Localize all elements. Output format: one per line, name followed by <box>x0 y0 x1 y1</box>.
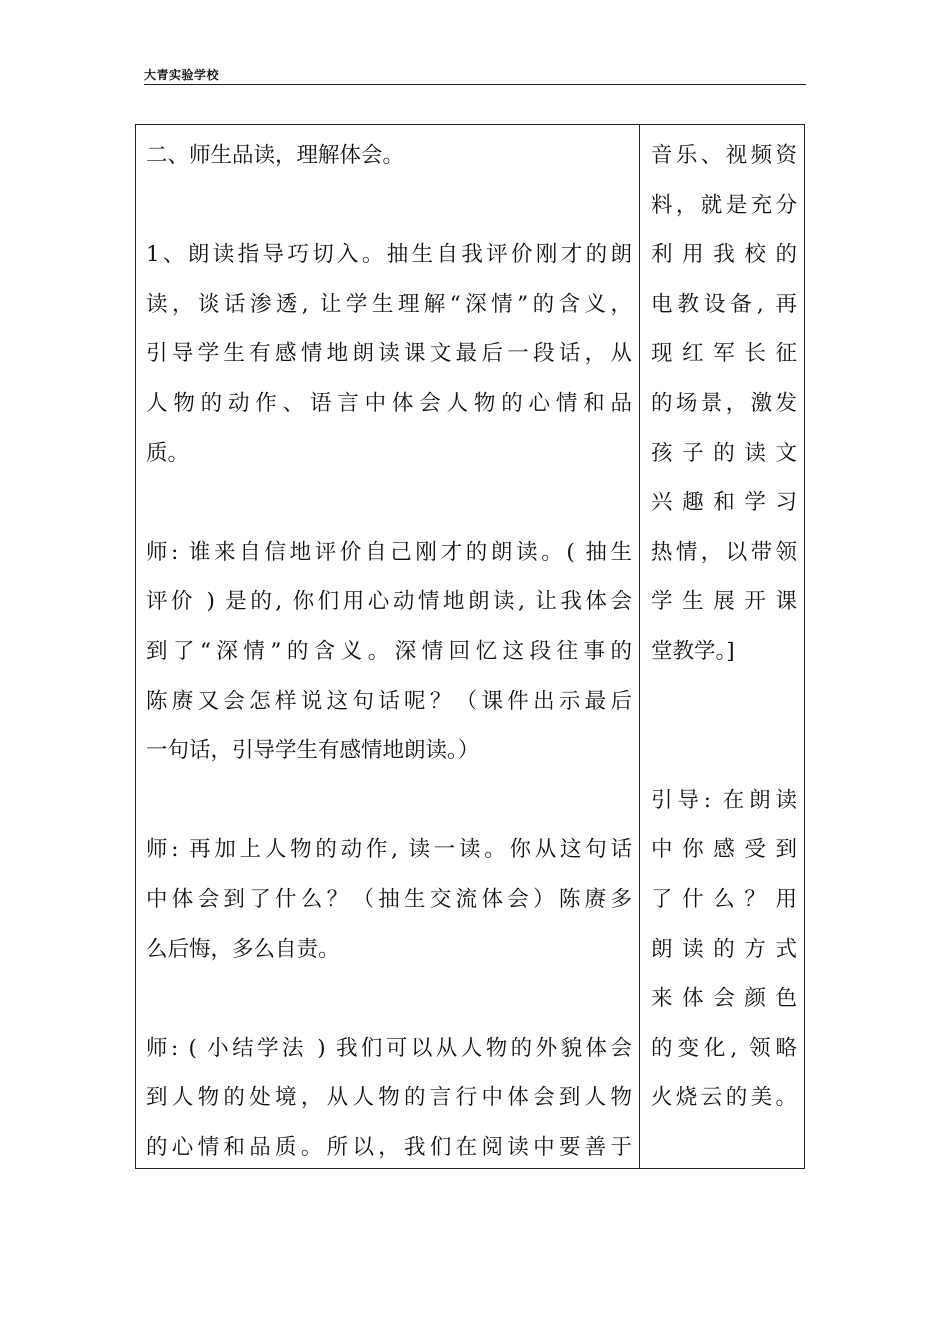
section-heading: 二、师生品读，理解体会。 <box>146 143 405 168</box>
paragraph-line: 么后悔，多么自责。 <box>146 936 340 962</box>
note-line: 中你感受到 <box>651 837 797 863</box>
note-line: 引导: 在朗读 <box>651 787 797 813</box>
note-line: 热情，以带领 <box>651 539 797 565</box>
paragraph-line: 质。 <box>146 440 190 466</box>
column-divider <box>639 125 640 1168</box>
paragraph-line: 评价 ) 是的, 你们用心动情地朗读, 让我体会 <box>146 589 632 615</box>
note-line: 现红军长征 <box>651 341 797 367</box>
paragraph-line: 师: ( 小结学法 ) 我们可以从人物的外貌体会 <box>146 1035 632 1061</box>
paragraph-line: 到了“深情”的含义。深情回忆这段往事的 <box>146 638 632 664</box>
paragraph-line: 中体会到了什么？（抽生交流体会）陈赓多 <box>146 886 632 912</box>
paragraph-line: 一句话，引导学生有感情地朗读。） <box>146 738 480 764</box>
teaching-process-column <box>146 131 632 1172</box>
note-line: 的场景，激发 <box>651 390 797 416</box>
paragraph-line: 读，谈话渗透, 让学生理解“深情”的含义， <box>146 291 632 317</box>
note-line: 兴趣和学习 <box>651 490 797 516</box>
paragraph-line: 的心情和品质。所以，我们在阅读中要善于 <box>146 1134 632 1160</box>
note-line: 电教设备, 再 <box>651 291 797 317</box>
paragraph-line: 到人物的处境，从人物的言行中体会到人物 <box>146 1085 632 1111</box>
paragraph-line: 陈赓又会怎样说这句话呢？（课件出示最后 <box>146 688 632 714</box>
design-intent-column <box>651 131 797 1123</box>
note-line: 的变化, 领略 <box>651 1035 797 1061</box>
page-header <box>144 62 806 85</box>
paragraph-line: 人物的动作、语言中体会人物的心情和品 <box>146 390 632 416</box>
lesson-table <box>135 124 805 1169</box>
note-line: 孩子的读文 <box>651 440 797 466</box>
note-line: 火烧云的美。 <box>651 1085 797 1111</box>
note-line: 学生展开课 <box>651 589 797 615</box>
paragraph-line: 师: 谁来自信地评价自己刚才的朗读。( 抽生 <box>146 539 632 565</box>
paragraph-line: 引导学生有感情地朗读课文最后一段话，从 <box>146 341 632 367</box>
note-line: 了什么？用 <box>651 886 797 912</box>
paragraph-line: 1、朗读指导巧切入。抽生自我评价刚才的朗 <box>146 242 632 268</box>
note-line: 来体会颜色 <box>651 986 797 1012</box>
note-line: 堂教学。] <box>651 638 735 664</box>
note-line: 利用我校的 <box>651 242 797 268</box>
school-name: 大青实验学校 <box>144 68 220 82</box>
paragraph-line: 师: 再加上人物的动作, 读一读。你从这句话 <box>146 837 632 863</box>
note-line: 朗读的方式 <box>651 936 797 962</box>
note-line: 音乐、视频资 <box>651 143 797 168</box>
note-line: 料，就是充分 <box>651 192 797 218</box>
